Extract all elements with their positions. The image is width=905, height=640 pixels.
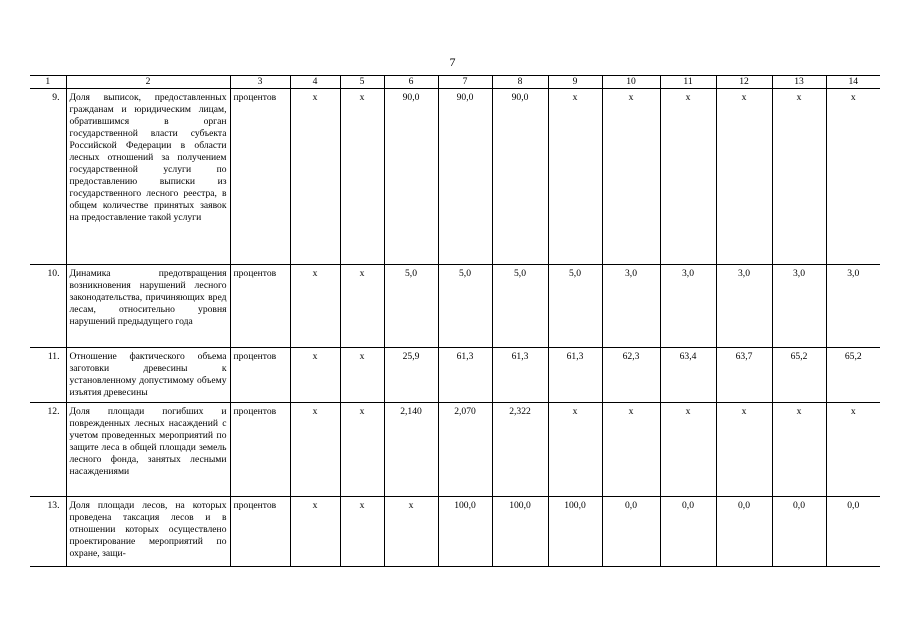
table-row <box>30 89 880 265</box>
indicator-value: 5,0 <box>492 265 548 348</box>
column-header: 3 <box>230 76 290 89</box>
indicator-value: x <box>290 265 340 348</box>
indicator-value: x <box>290 89 340 265</box>
indicator-value: 0,0 <box>602 497 660 567</box>
indicator-value: x <box>340 403 384 497</box>
header-row <box>30 76 880 89</box>
column-header: 5 <box>340 76 384 89</box>
indicator-description: Динамика предотвращения возникновения нарушений лесного законодательства, причиняющих вред лесам, относительно уровня нарушений предыдущего года <box>66 265 230 348</box>
indicator-value: x <box>602 403 660 497</box>
indicator-value: 2,070 <box>438 403 492 497</box>
indicator-value: x <box>660 403 716 497</box>
row-number: 12. <box>30 403 66 497</box>
page-number: 7 <box>449 55 456 69</box>
indicator-value: 2,140 <box>384 403 438 497</box>
indicator-value: x <box>602 89 660 265</box>
unit-of-measure: процентов <box>230 497 290 567</box>
indicator-value: 5,0 <box>438 265 492 348</box>
indicator-value: 61,3 <box>548 348 602 403</box>
column-header: 10 <box>602 76 660 89</box>
indicator-description: Доля площади погибших и поврежденных лесных насаждений с учетом проведенных мероприятий по защите леса в общей площади земель лесного фонда, занятых лесными насаждениями <box>66 403 230 497</box>
indicator-value: 100,0 <box>438 497 492 567</box>
indicator-value: x <box>340 265 384 348</box>
indicator-value: x <box>290 403 340 497</box>
indicator-value: 100,0 <box>548 497 602 567</box>
indicator-value: 3,0 <box>826 265 880 348</box>
row-number: 11. <box>30 348 66 403</box>
indicator-value: x <box>660 89 716 265</box>
indicator-value: 0,0 <box>826 497 880 567</box>
unit-of-measure: процентов <box>230 403 290 497</box>
indicator-value: 65,2 <box>772 348 826 403</box>
indicator-value: x <box>340 89 384 265</box>
column-header: 4 <box>290 76 340 89</box>
indicator-value: 3,0 <box>660 265 716 348</box>
unit-of-measure: процентов <box>230 265 290 348</box>
row-number: 9. <box>30 89 66 265</box>
indicator-value: x <box>826 403 880 497</box>
indicator-value: 90,0 <box>492 89 548 265</box>
indicator-value: 0,0 <box>660 497 716 567</box>
indicator-value: x <box>384 497 438 567</box>
unit-of-measure: процентов <box>230 89 290 265</box>
indicator-value: 63,7 <box>716 348 772 403</box>
indicator-value: 63,4 <box>660 348 716 403</box>
table-row <box>30 348 880 403</box>
indicator-value: 100,0 <box>492 497 548 567</box>
table-row <box>30 403 880 497</box>
indicator-value: 90,0 <box>438 89 492 265</box>
row-number: 13. <box>30 497 66 567</box>
indicators-table <box>30 75 880 567</box>
indicator-value: x <box>716 403 772 497</box>
column-header: 1 <box>30 76 66 89</box>
indicator-value: x <box>826 89 880 265</box>
column-header: 14 <box>826 76 880 89</box>
indicator-value: 2,322 <box>492 403 548 497</box>
indicator-value: 61,3 <box>492 348 548 403</box>
indicator-value: 0,0 <box>772 497 826 567</box>
column-header: 13 <box>772 76 826 89</box>
column-header: 9 <box>548 76 602 89</box>
indicator-description: Доля площади лесов, на которых проведена таксация лесов и в отношении которых осуществлено проектирование мероприятий по охране, защи- <box>66 497 230 567</box>
indicator-value: 65,2 <box>826 348 880 403</box>
indicator-value: x <box>716 89 772 265</box>
indicator-value: 25,9 <box>384 348 438 403</box>
row-number: 10. <box>30 265 66 348</box>
indicator-value: x <box>772 89 826 265</box>
indicator-value: 3,0 <box>772 265 826 348</box>
indicator-value: 3,0 <box>602 265 660 348</box>
indicator-description: Доля выписок, предоставленных гражданам и юридическим лицам, обратившимся в орган государственной власти субъекта Российской Федерации в области лесных отношений за получением государственной услуги по предоставлению выписки из государственного лесного реестра, в общем количестве принятых заявок на предоставление такой услуги <box>66 89 230 265</box>
indicator-value: x <box>340 348 384 403</box>
column-header: 6 <box>384 76 438 89</box>
indicator-value: x <box>548 89 602 265</box>
indicator-value: x <box>548 403 602 497</box>
column-header: 8 <box>492 76 548 89</box>
column-header: 7 <box>438 76 492 89</box>
indicator-value: 61,3 <box>438 348 492 403</box>
unit-of-measure: процентов <box>230 348 290 403</box>
indicator-value: 5,0 <box>384 265 438 348</box>
indicator-description: Отношение фактического объема заготовки древесины к установленному допустимому объему изъятия древесины <box>66 348 230 403</box>
indicator-value: x <box>772 403 826 497</box>
indicator-value: 62,3 <box>602 348 660 403</box>
table-row <box>30 265 880 348</box>
indicator-value: x <box>290 497 340 567</box>
indicator-value: 5,0 <box>548 265 602 348</box>
indicator-value: x <box>290 348 340 403</box>
indicator-value: 0,0 <box>716 497 772 567</box>
indicator-value: 90,0 <box>384 89 438 265</box>
column-header: 2 <box>66 76 230 89</box>
indicator-value: x <box>340 497 384 567</box>
column-header: 11 <box>660 76 716 89</box>
indicator-value: 3,0 <box>716 265 772 348</box>
table-row <box>30 497 880 567</box>
column-header: 12 <box>716 76 772 89</box>
